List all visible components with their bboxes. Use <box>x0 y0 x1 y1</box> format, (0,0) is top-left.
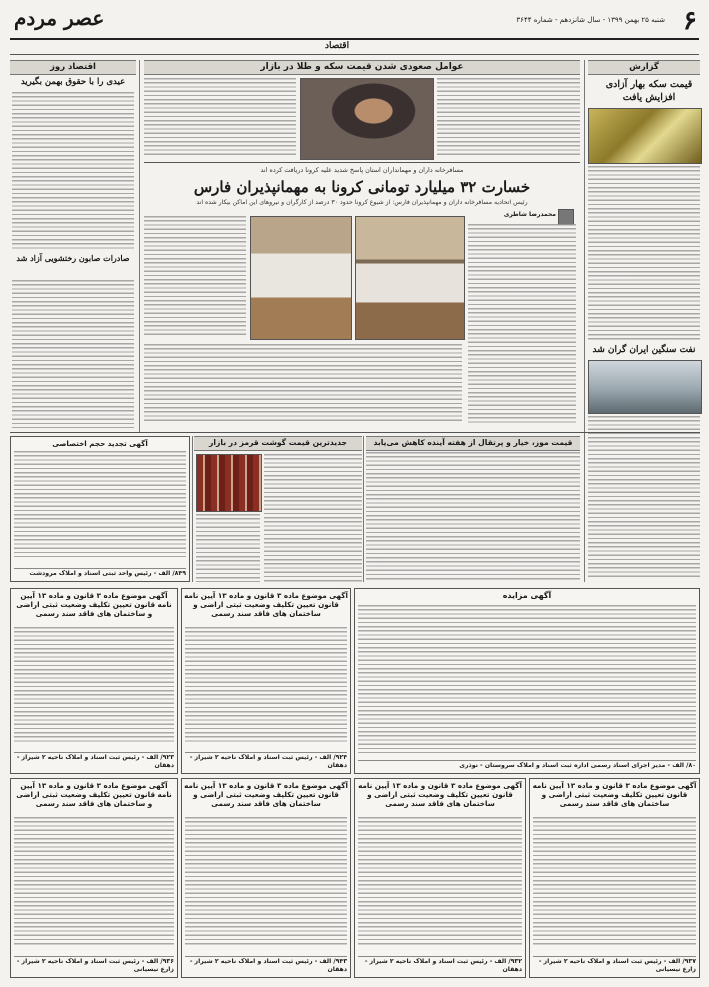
feature-rule <box>144 162 580 163</box>
ad-box-row2-4 <box>529 778 700 978</box>
feature-headline: خسارت ۳۲ میلیارد تومانی کرونا به مهمانپذیران فارس <box>193 178 531 196</box>
ad-text <box>185 817 347 945</box>
ad-title: آگهی موضوع ماده ۳ قانون و ماده ۱۳ آیین نامه قانون تعیین تکلیف وضعیت ثبتی اراضی و ساختمان های فاقد سند رسمی <box>16 591 172 618</box>
ad-signature: ۸۰/ الف - مدیر اجرای اسناد رسمی اداره ثبت اسناد و املاک سروستان - نوذری <box>358 760 696 770</box>
coins-photo <box>588 108 702 164</box>
page-number: ۶ <box>683 6 697 36</box>
column-rule <box>584 60 585 582</box>
top-story-title: عوامل صعودی شدن قیمت سکه و طلا در بازار <box>144 60 580 75</box>
top-story-text-left <box>144 78 296 158</box>
meat-photo <box>196 454 262 512</box>
portrait-photo <box>300 78 434 160</box>
top-story-text-right <box>437 78 580 158</box>
feature-text-col-1 <box>468 224 576 424</box>
column-rule <box>139 60 140 432</box>
ad-box-row1-1 <box>10 588 178 774</box>
meat-price-text-left <box>196 514 260 582</box>
left-column-text-2 <box>12 280 134 428</box>
ad-text <box>14 451 186 557</box>
ad-signature: ۹۳۷/ الف - رئیس ثبت اسناد و املاک ناحیه ۲ شیراز - زارع نیسیانی <box>533 956 696 974</box>
ad-text <box>533 817 696 945</box>
right-column-title: قیمت سکه بهار آزادی افزایش یافت <box>605 79 693 103</box>
feature-lead: رئیس اتحادیه مسافرخانه داران و مهمانپذیران فارس: از شیوع کرونا حدود ۳۰ درصد از کارگران و نیروهای این اماکن بیکار شده اند <box>196 199 528 206</box>
ad-signature: ۹۳۶/ الف - رئیس ثبت اسناد و املاک ناحیه ۲ شیراز - زارع نیسیانی <box>14 956 174 974</box>
oil-rig-photo <box>588 360 702 414</box>
ad-box-row2-2 <box>181 778 351 978</box>
feature-kicker: مسافرخانه داران و مهمانداران استان پاسخ شدید علیه کرونا دریافت کرده اند <box>260 166 464 174</box>
middle-row-rule <box>10 432 700 433</box>
byline-photo <box>558 209 574 225</box>
masthead-rule-bottom <box>10 54 699 55</box>
issue-line: شنبه ۲۵ بهمن ۱۳۹۹ - سال شانزدهم - شماره ۳۶۴۴ <box>516 16 665 24</box>
ad-box-row2-3 <box>354 778 526 978</box>
meat-price-text-right <box>264 454 362 582</box>
ad-text <box>358 817 522 945</box>
right-column-header: گزارش <box>588 60 700 75</box>
ad-text <box>14 817 174 945</box>
ad-signature: ۸۴۹/ الف - رئیس واحد ثبتی اسناد و املاک مرودشت <box>14 568 186 578</box>
fruit-price-title: قیمت موز، خیار و پرتقال از هفته آینده کاهش می‌یابد <box>366 436 580 451</box>
hotel-room-photo-2 <box>250 216 352 340</box>
masthead <box>0 0 709 56</box>
ad-title: آگهی موضوع ماده ۳ قانون و ماده ۱۳ آیین نامه قانون تعیین تکلیف وضعیت ثبتی اراضی و ساختمان های فاقد سند رسمی <box>16 781 172 808</box>
ad-title: آگهی مزایده <box>502 591 552 600</box>
ad-box-middle <box>10 436 190 582</box>
column-rule <box>363 436 364 582</box>
ad-text <box>185 627 347 743</box>
ad-signature: ۹۲۴/ الف - رئیس ثبت اسناد و املاک ناحیه ۲ شیراز - دهقان <box>185 752 347 770</box>
left-column-second-title: صادرات صابون رختشویی آزاد شد <box>16 253 130 263</box>
ad-box-row2-1 <box>10 778 178 978</box>
hotel-room-photo-1 <box>355 216 465 340</box>
ad-box-row1-3 <box>354 588 700 774</box>
section-title: اقتصاد <box>325 41 350 51</box>
ad-signature: ۹۲۳/ الف - رئیس ثبت اسناد و املاک ناحیه ۲ شیراز - دهقان <box>14 752 174 770</box>
feature-text-col-3 <box>144 344 462 424</box>
right-column-text-1 <box>588 166 700 340</box>
column-rule <box>192 436 193 582</box>
fruit-price-text <box>366 452 580 582</box>
meat-price-title: جدیدترین قیمت گوشت قرمز در بازار <box>194 436 362 451</box>
right-column-second-title: نفت سنگین ایران گران شد <box>592 345 696 355</box>
masthead-rule <box>10 38 699 40</box>
ad-signature: ۹۳۲/ الف - رئیس ثبت اسناد و املاک ناحیه ۲ شیراز - دهقان <box>358 956 522 974</box>
left-column-text-1 <box>12 92 134 250</box>
masthead-logo: عصر مردم <box>14 6 105 30</box>
ad-title: آگهی موضوع ماده ۳ قانون و ماده ۱۳ آیین نامه قانون تعیین تکلیف وضعیت ثبتی اراضی و ساختمان های فاقد سند رسمی <box>532 781 697 808</box>
right-column-text-2 <box>588 416 700 580</box>
ad-title: آگهی موضوع ماده ۳ قانون و ماده ۱۳ آیین نامه قانون تعیین تکلیف وضعیت ثبتی اراضی و ساختمان های فاقد سند رسمی <box>184 591 348 618</box>
feature-text-col-2 <box>144 216 246 338</box>
left-column-header: اقتصاد روز <box>10 60 136 75</box>
ad-signature: ۹۴۳/ الف - رئیس ثبت اسناد و املاک ناحیه ۲ شیراز - دهقان <box>185 956 347 974</box>
ad-box-row1-2 <box>181 588 351 774</box>
ad-title: آگهی موضوع ماده ۳ قانون و ماده ۱۳ آیین نامه قانون تعیین تکلیف وضعیت ثبتی اراضی و ساختمان های فاقد سند رسمی <box>184 781 348 808</box>
feature-byline: محمدرضا شاطری <box>503 211 556 218</box>
ad-text <box>358 605 696 753</box>
ad-text <box>14 627 174 743</box>
ad-title: آگهی موضوع ماده ۳ قانون و ماده ۱۳ آیین نامه قانون تعیین تکلیف وضعیت ثبتی اراضی و ساختمان های فاقد سند رسمی <box>358 781 522 808</box>
ad-title: آگهی تجدید حجم اختصاصی <box>52 439 148 448</box>
left-column-title: عیدی را با حقوق بهمن بگیرید <box>20 77 126 87</box>
